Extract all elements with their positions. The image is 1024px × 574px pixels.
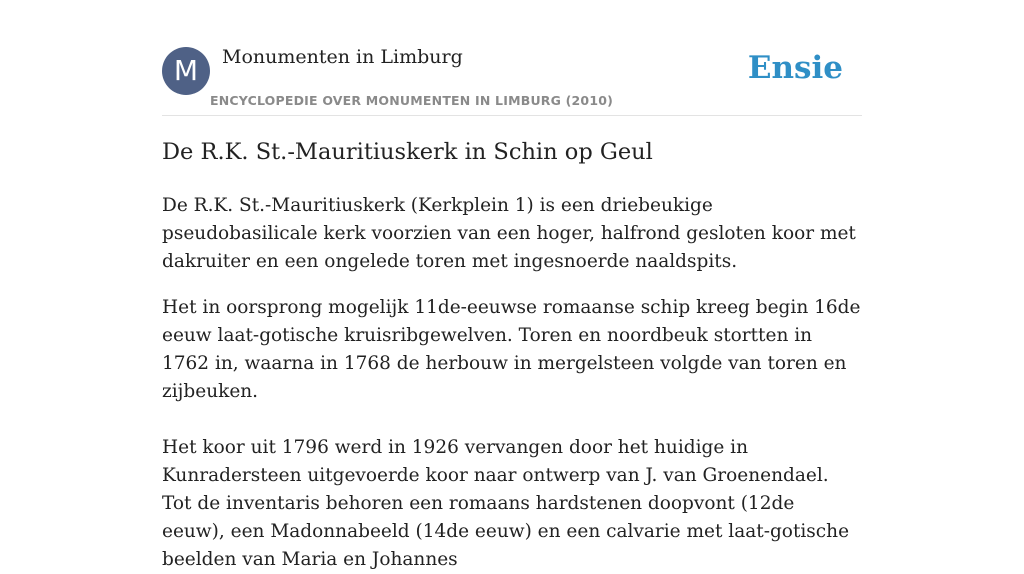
paragraph: De R.K. St.-Mauritiuskerk (Kerkplein 1) is een driebeukige pseudobasilicale kerk voorzien van een hoger, halfrond gesloten koor met dakruiter en een ongelede toren met ingesnoerde naaldspits.	[162, 195, 856, 272]
paragraph: Het koor uit 1796 werd in 1926 vervangen door het huidige in Kunradersteen uitgevoerde koor naar ontwerp van J. van Groenendael. Tot de inventaris behoren een romaans hardstenen doopvont (12de eeuw), een Madonnabeeld (14de eeuw) en een calvarie met laat-gotische beelden van Maria en Johannes	[162, 437, 850, 570]
header	[162, 0, 862, 116]
page	[162, 0, 862, 570]
source-title[interactable]: Monumenten in Limburg	[222, 46, 463, 68]
paragraph: Het in oorsprong mogelijk 11de-eeuwse romaanse schip kreeg begin 16de eeuw laat-gotische kruisribgewelven. Toren en noordbeuk stortten in 1762 in, waarna in 1768 de herbouw in mergelsteen volgde van toren en zijbeuken.	[162, 297, 861, 402]
avatar[interactable]: M	[162, 47, 210, 95]
article-body	[162, 192, 862, 574]
article-title: De R.K. St.-Mauritiuskerk in Schin op Geul	[162, 139, 653, 165]
source-subtitle: ENCYCLOPEDIE OVER MONUMENTEN IN LIMBURG (2010)	[210, 93, 614, 108]
brand-logo[interactable]: Ensie	[747, 50, 843, 86]
